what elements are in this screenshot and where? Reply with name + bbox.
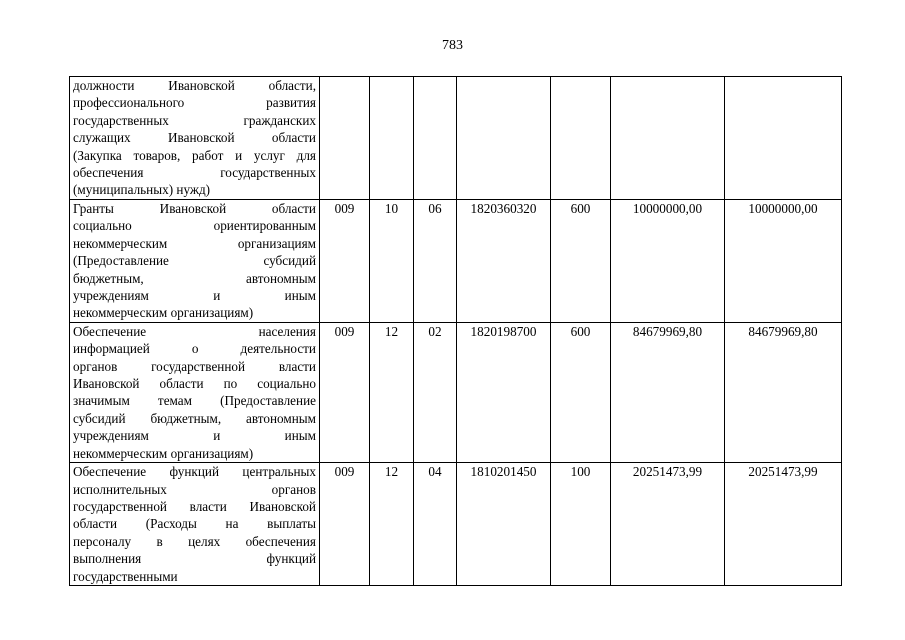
expense-type-cell bbox=[551, 77, 611, 200]
table-row bbox=[70, 463, 842, 586]
row-description: Гранты Ивановской области социально ориентированным некоммерческим организациям (Предоставление субсидий бюджетным, автономным учреждениям и иным некоммерческим организациям) bbox=[70, 200, 320, 323]
section-code-cell: 12 bbox=[370, 322, 414, 462]
amount-1-cell bbox=[611, 77, 725, 200]
section-code-cell bbox=[370, 77, 414, 200]
row-description: должности Ивановской области, профессионального развития государственных гражданских служащих Ивановской области (Закупка товаров, работ и услуг для обеспечения государственных (муниципальных) нужд) bbox=[70, 77, 320, 200]
amount-2-cell: 20251473,99 bbox=[725, 463, 842, 586]
subsection-code-cell: 04 bbox=[414, 463, 457, 586]
amount-2-cell: 10000000,00 bbox=[725, 200, 842, 323]
subsection-code-cell bbox=[414, 77, 457, 200]
amount-2-cell bbox=[725, 77, 842, 200]
target-code-cell: 1810201450 bbox=[457, 463, 551, 586]
expense-type-cell: 100 bbox=[551, 463, 611, 586]
expense-type-cell: 600 bbox=[551, 200, 611, 323]
amount-2-cell: 84679969,80 bbox=[725, 322, 842, 462]
amount-1-cell: 20251473,99 bbox=[611, 463, 725, 586]
amount-1-cell: 10000000,00 bbox=[611, 200, 725, 323]
ministry-code-cell: 009 bbox=[320, 200, 370, 323]
ministry-code-cell: 009 bbox=[320, 463, 370, 586]
section-code-cell: 10 bbox=[370, 200, 414, 323]
ministry-code-cell: 009 bbox=[320, 322, 370, 462]
target-code-cell bbox=[457, 77, 551, 200]
expense-type-cell: 600 bbox=[551, 322, 611, 462]
target-code-cell: 1820198700 bbox=[457, 322, 551, 462]
table-row bbox=[70, 77, 842, 200]
subsection-code-cell: 06 bbox=[414, 200, 457, 323]
table-row bbox=[70, 200, 842, 323]
amount-1-cell: 84679969,80 bbox=[611, 322, 725, 462]
row-description: Обеспечение функций центральных исполнительных органов государственной власти Ивановской области (Расходы на выплаты персоналу в целях обеспечения выполнения функций государственными bbox=[70, 463, 320, 586]
table-row bbox=[70, 322, 842, 462]
row-description: Обеспечение населения информацией о деятельности органов государственной власти Ивановской области по социально значимым темам (Предоставление субсидий бюджетным, автономным учреждениям и иным некоммерческим организациям) bbox=[70, 322, 320, 462]
subsection-code-cell: 02 bbox=[414, 322, 457, 462]
ministry-code-cell bbox=[320, 77, 370, 200]
budget-table bbox=[69, 76, 842, 586]
target-code-cell: 1820360320 bbox=[457, 200, 551, 323]
section-code-cell: 12 bbox=[370, 463, 414, 586]
page-number: 783 bbox=[442, 38, 463, 53]
